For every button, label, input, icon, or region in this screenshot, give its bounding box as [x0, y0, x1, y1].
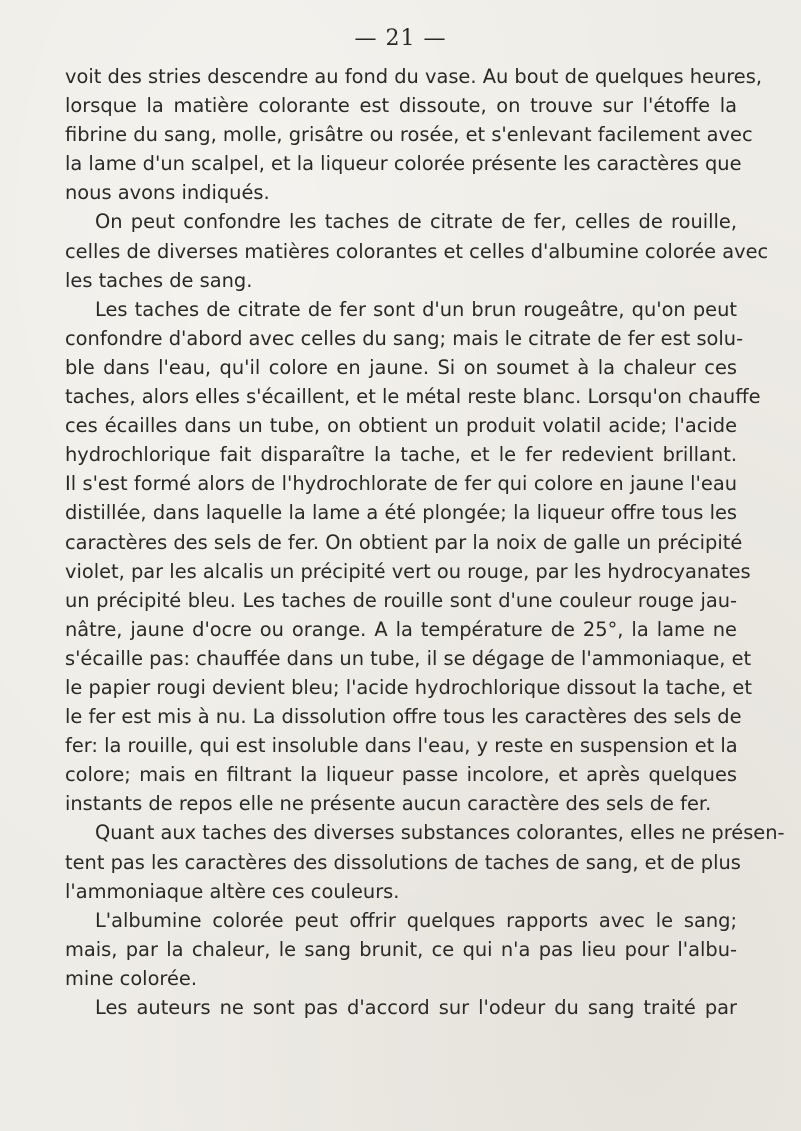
text-line: violet, par les alcalis un précipité vert ou rouge, par les hydrocyanates: [65, 559, 751, 583]
text-line: s'écaille pas: chauffée dans un tube, il se dégage de l'ammoniaque, et: [65, 646, 752, 670]
paragraph-2: [65, 207, 769, 294]
text-line: ble dans l'eau, qu'il colore en jaune. Si on soumet à la chaleur ces: [65, 355, 737, 379]
text-line: Les auteurs ne sont pas d'accord sur l'odeur du sang traité par: [95, 996, 737, 1019]
text-line: l'ammoniaque altère ces couleurs.: [65, 879, 400, 903]
text-line: caractères des sels de fer. On obtient par la noix de galle un précipité: [65, 530, 743, 554]
paragraph-4: [65, 818, 785, 905]
paragraph-5: [65, 906, 737, 993]
paragraph-3: [65, 295, 761, 819]
text-line: taches, alors elles s'écaillent, et le métal reste blanc. Lorsqu'on chauffe: [65, 385, 761, 409]
text-line: Quant aux taches des diverses substances colorantes, elles ne présen-: [95, 821, 785, 845]
text-line: la lame d'un scalpel, et la liqueur colorée présente les caractères que: [65, 152, 742, 176]
text-line: les taches de sang.: [65, 268, 253, 292]
text-line: hydrochlorique fait disparaître la tache, et le fer redevient brillant.: [65, 443, 737, 467]
text-line: nâtre, jaune d'ocre ou orange. A la température de 25°, la lame ne: [65, 617, 737, 641]
text-line: On peut confondre les taches de citrate de fer, celles de rouille,: [95, 210, 737, 234]
text-line: Les taches de citrate de fer sont d'un brun rougeâtre, qu'on peut: [95, 297, 737, 321]
text-line: Il s'est formé alors de l'hydrochlorate de fer qui colore en jaune l'eau: [65, 472, 737, 496]
text-line: fer: la rouille, qui est insoluble dans l'eau, y reste en suspension et la: [65, 734, 738, 758]
page-body: [65, 62, 785, 1022]
text-line: lorsque la matière colorante est dissoute, on trouve sur l'étoffe la: [65, 94, 737, 118]
text-line: confondre d'abord avec celles du sang; mais le citrate de fer est solu-: [65, 326, 744, 350]
text-line: instants de repos elle ne présente aucun caractère des sels de fer.: [65, 792, 712, 816]
text-line: nous avons indiqués.: [65, 181, 270, 205]
page-number-header: — 21 —: [354, 26, 447, 51]
text-line: voit des stries descendre au fond du vase. Au bout de quelques heures,: [65, 65, 763, 88]
paragraph-6: [65, 993, 737, 1022]
text-line: tent pas les caractères des dissolutions de taches de sang, et de plus: [65, 850, 741, 874]
text-line: ces écailles dans un tube, on obtient un produit volatil acide; l'acide: [65, 414, 737, 438]
text-line: L'albumine colorée peut offrir quelques rapports avec le sang;: [95, 908, 737, 932]
text-line: le fer est mis à nu. La dissolution offre tous les caractères des sels de: [65, 705, 742, 729]
paragraph-1: [65, 62, 763, 207]
text-line: un précipité bleu. Les taches de rouille sont d'une couleur rouge jau-: [65, 588, 737, 612]
text-line: mine colorée.: [65, 966, 198, 990]
text-line: colore; mais en filtrant la liqueur passe incolore, et après quelques: [65, 763, 737, 787]
text-line: distillée, dans laquelle la lame a été plongée; la liqueur offre tous les: [65, 501, 737, 525]
text-line: le papier rougi devient bleu; l'acide hydrochlorique dissout la tache, et: [65, 675, 752, 699]
text-line: mais, par la chaleur, le sang brunit, ce qui n'a pas lieu pour l'albu-: [65, 937, 737, 961]
text-line: fibrine du sang, molle, grisâtre ou rosée, et s'enlevant facilement avec: [65, 123, 753, 147]
text-line: celles de diverses matières colorantes et celles d'albumine colorée avec: [65, 239, 769, 263]
